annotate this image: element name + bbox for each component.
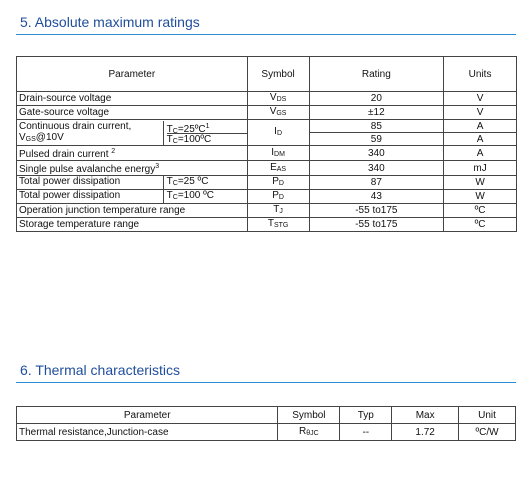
rating-cell: -55 to175 (309, 218, 444, 232)
section-5-rule (16, 34, 516, 35)
rating-cell: 85 (309, 120, 444, 133)
param-cell: Storage temperature range (17, 218, 248, 232)
table-row (17, 120, 517, 133)
table-row (17, 190, 517, 204)
table-row (17, 176, 517, 190)
condition-text: TC=100ºC (166, 133, 212, 145)
param-cell: Thermal resistance,Junction-case (17, 424, 278, 441)
table-row (17, 218, 517, 232)
symbol-cell: TSTG (247, 218, 309, 232)
param-cell: Drain-source voltage (17, 92, 248, 106)
unit-cell: A (444, 120, 517, 133)
table-row (17, 161, 517, 176)
header-rating: Rating (309, 57, 444, 92)
unit-cell: ºC (444, 204, 517, 218)
rating-cell: 20 (309, 92, 444, 106)
symbol-cell: ID (247, 120, 309, 146)
symbol-cell: PD (247, 176, 309, 190)
header-units: Units (444, 57, 517, 92)
table-header-row (17, 407, 516, 424)
symbol-cell: RθJC (278, 424, 340, 441)
condition-text: TC=25ºC$^1$ (167, 121, 247, 134)
section-6-title: 6. Thermal characteristics (20, 362, 181, 378)
unit-cell: W (444, 190, 517, 204)
section-6-rule (16, 382, 516, 383)
header-typ: Typ (340, 407, 392, 424)
param-cell: Total power dissipation TC=25 ºC (17, 176, 248, 190)
unit-cell: ºC/W (459, 424, 516, 441)
rating-cell: 340 (309, 146, 444, 161)
table-row (17, 146, 517, 161)
header-unit: Unit (459, 407, 516, 424)
symbol-cell: VDS (247, 92, 309, 106)
table-row (17, 92, 517, 106)
param-text: VGS@10V (19, 131, 64, 143)
param-cell: Pulsed drain current $^2$ (17, 146, 248, 161)
param-cell: Gate-source voltage (17, 106, 248, 120)
header-parameter: Parameter (17, 57, 248, 92)
unit-cell: A (444, 133, 517, 146)
condition-text: TC=25 ºC (163, 176, 247, 189)
param-cell: Total power dissipation TC=100 ºC (17, 190, 248, 204)
rating-cell: -55 to175 (309, 204, 444, 218)
table-header-row (17, 57, 517, 92)
rating-cell: 340 (309, 161, 444, 176)
rating-cell: ±12 (309, 106, 444, 120)
condition-text: TC=100 ºC (163, 190, 247, 203)
symbol-cell: IDM (247, 146, 309, 161)
header-symbol: Symbol (278, 407, 340, 424)
unit-cell: W (444, 176, 517, 190)
header-symbol: Symbol (247, 57, 309, 92)
table-row (17, 424, 516, 441)
absolute-maximum-ratings-table (16, 56, 517, 232)
table-row (17, 204, 517, 218)
unit-cell: V (444, 92, 517, 106)
rating-cell: 87 (309, 176, 444, 190)
unit-cell: mJ (444, 161, 517, 176)
unit-cell: A (444, 146, 517, 161)
symbol-cell: TJ (247, 204, 309, 218)
table-row (17, 106, 517, 120)
symbol-cell: VGS (247, 106, 309, 120)
param-cell-continuous-drain (17, 120, 248, 146)
unit-cell: V (444, 106, 517, 120)
thermal-characteristics-table (16, 406, 516, 441)
param-cell: Operation junction temperature range (17, 204, 248, 218)
symbol-cell: PD (247, 190, 309, 204)
header-parameter: Parameter (17, 407, 278, 424)
unit-cell: ºC (444, 218, 517, 232)
rating-cell: 43 (309, 190, 444, 204)
param-text: Continuous drain current, (19, 120, 132, 132)
symbol-cell: EAS (247, 161, 309, 176)
typ-cell: -- (340, 424, 392, 441)
header-max: Max (392, 407, 459, 424)
rating-cell: 59 (309, 133, 444, 146)
section-5-title: 5. Absolute maximum ratings (20, 14, 200, 30)
max-cell: 1.72 (392, 424, 459, 441)
param-cell: Single pulse avalanche energy$^3$ (17, 161, 248, 176)
